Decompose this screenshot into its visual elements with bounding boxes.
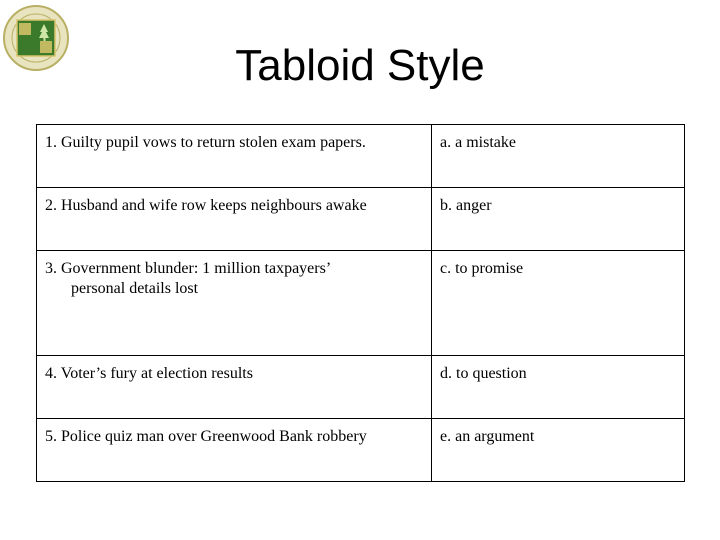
headline-text: 5. Police quiz man over Greenwood Bank robbery: [45, 428, 367, 445]
headline-continuation: personal details lost: [71, 280, 199, 297]
meaning-text: b. anger: [440, 197, 492, 214]
meaning-text: a. a mistake: [440, 134, 516, 151]
meaning-cell: [432, 356, 685, 419]
headline-text: 4. Voter’s fury at election results: [45, 365, 253, 382]
table-row: [37, 188, 685, 251]
table-row: [37, 251, 685, 356]
headline-cell: [37, 125, 432, 188]
meaning-cell: [432, 251, 685, 356]
slide-title: Tabloid Style: [235, 41, 485, 90]
headline-cell: [37, 356, 432, 419]
meaning-text: d. to question: [440, 365, 527, 382]
meaning-text: c. to promise: [440, 260, 524, 277]
table-row: [37, 356, 685, 419]
headline-text: 2. Husband and wife row keeps neighbours awake: [45, 197, 367, 214]
headline-cell: [37, 251, 432, 356]
table-row: [37, 125, 685, 188]
headline-text: 1. Guilty pupil vows to return stolen exam papers.: [45, 134, 366, 151]
headline-text: 3. Government blunder: 1 million taxpayers’: [45, 260, 332, 277]
headline-cell: [37, 419, 432, 482]
meaning-text: e. an argument: [440, 428, 535, 445]
headline-cell: [37, 188, 432, 251]
meaning-cell: [432, 188, 685, 251]
meaning-cell: [432, 125, 685, 188]
matching-table: [36, 124, 685, 482]
table-row: [37, 419, 685, 482]
meaning-cell: [432, 419, 685, 482]
